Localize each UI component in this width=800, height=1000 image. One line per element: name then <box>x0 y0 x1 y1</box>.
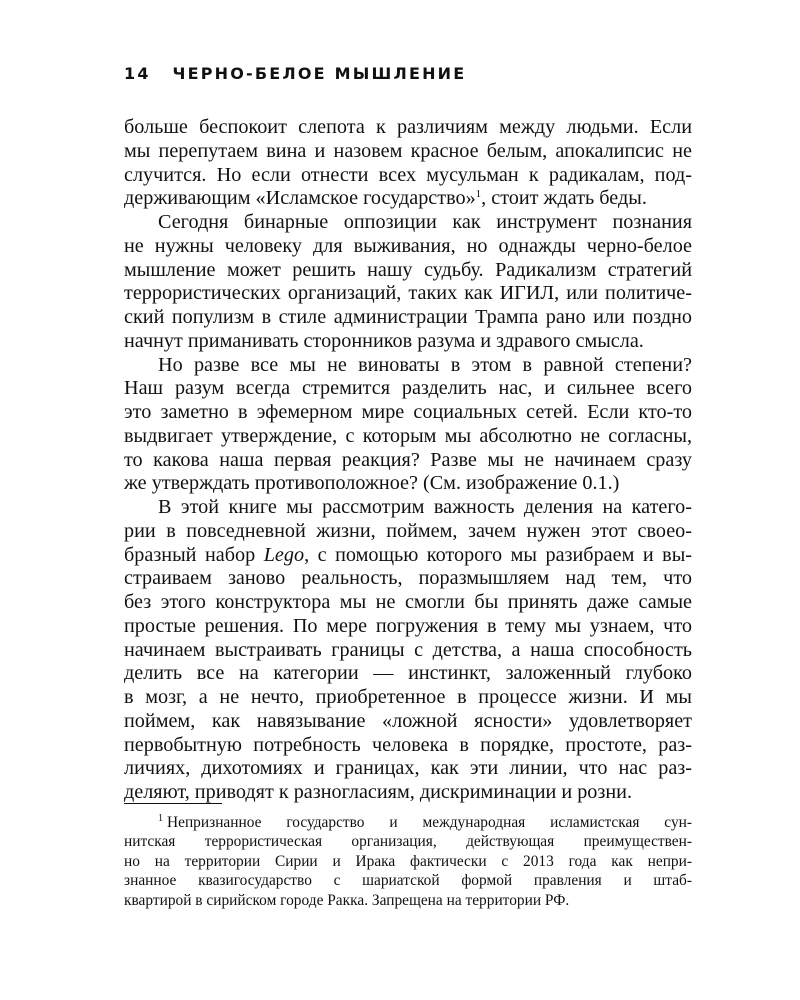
text-line: В этой книге мы рассмотрим важность деления на катего- <box>158 496 692 518</box>
text-line: случится. Но если отнести всех мусульман к радикалам, под- <box>124 163 692 186</box>
footnote-line: квартирой в сирийском городе Ракка. Запрещена на территории РФ. <box>124 891 570 909</box>
text-line: мы перепутаем вина и назовем красное белым, апокалипсис не <box>124 139 692 162</box>
footnote-line: $^1$ Непризнанное государство и международная исламистская сун- <box>158 813 692 831</box>
running-title: ЧЕРНО-БЕЛОЕ МЫШЛЕНИЕ <box>172 64 467 83</box>
text-line: Но разве все мы не виноваты в этом в равной степени? <box>158 353 692 376</box>
footnote-marker: 1 <box>158 813 163 824</box>
footnote-reference: 1 <box>475 188 482 201</box>
page-number: 14 <box>124 64 151 83</box>
text-line: рии в повседневной жизни, поймем, зачем нужен этот своео- <box>124 519 692 542</box>
text-line: же утверждать противоположное? (См. изображение 0.1.) <box>124 472 620 495</box>
text-line: начинаем выстраивать границы с детства, а наша способность <box>124 638 692 661</box>
text-line: простые решения. По мере погружения в тему мы узнаем, что <box>124 614 692 637</box>
text-line: начнут приманивать сторонников разума и здравого смысла. <box>124 329 644 352</box>
footnote-line: нитская террористическая организация, действующая преимуществен- <box>124 833 692 851</box>
text-line: Сегодня бинарные оппозиции как инструмент познания <box>158 211 692 233</box>
text-line: делить все на категории — инстинкт, заложенный глубоко <box>124 662 692 685</box>
text-line: первобытную потребность человека в порядке, простоте, раз- <box>124 733 692 756</box>
text-line: без этого конструктора мы не смогли бы принять даже самые <box>124 591 692 613</box>
text-line: поймем, как навязывание «ложной ясности» удовлетворяет <box>124 709 692 732</box>
footnote <box>124 813 692 910</box>
text-line: личиях, дихотомиях и границах, как эти линии, что нас раз- <box>124 757 692 780</box>
text-line: выдвигает утверждение, с которым мы абсолютно не согласны, <box>124 424 692 447</box>
main-text <box>124 116 692 805</box>
text-line: страиваем заново реальность, поразмышляем над тем, что <box>124 567 692 590</box>
text-line: мышление может решить нашу судьбу. Радикализм стратегий <box>124 258 692 281</box>
text-line: бразный набор Lego, с помощью которого мы разибраем и вы- <box>124 543 692 566</box>
footnote-line: но на территории Сирии и Ирака фактически с 2013 года как непри- <box>124 852 692 870</box>
text-line: это заметно в эфемерном мире социальных сетей. Если кто-то <box>124 401 692 423</box>
text-line: то какова наша первая реакция? Разве мы не начинаем сразу <box>124 448 692 471</box>
text-line: в мозг, а не нечто, приобретенное в процессе жизни. И мы <box>124 686 692 708</box>
text-line: держивающим «Исламское государство»$^1$, стоит ждать беды. <box>124 187 647 210</box>
text-line: больше беспокоит слепота к различиям между людьми. Если <box>124 116 692 138</box>
text-line: не нужны человеку для выживания, но однажды черно-белое <box>124 234 692 257</box>
footnote-line: знанное квазигосударство с шариатской формой правления и штаб- <box>124 872 692 890</box>
text-line: террористических организаций, таких как ИГИЛ, или политиче- <box>124 282 692 305</box>
text-line: ский популизм в стиле администрации Трампа рано или поздно <box>124 306 692 328</box>
text-line: Наш разум всегда стремится разделить нас, и сильнее всего <box>124 377 692 400</box>
running-header <box>124 64 466 83</box>
lego-term: Lego <box>263 543 305 566</box>
footnote-divider <box>124 803 222 804</box>
text-line: деляют, приводят к разногласиям, дискриминации и розни. <box>124 781 633 803</box>
